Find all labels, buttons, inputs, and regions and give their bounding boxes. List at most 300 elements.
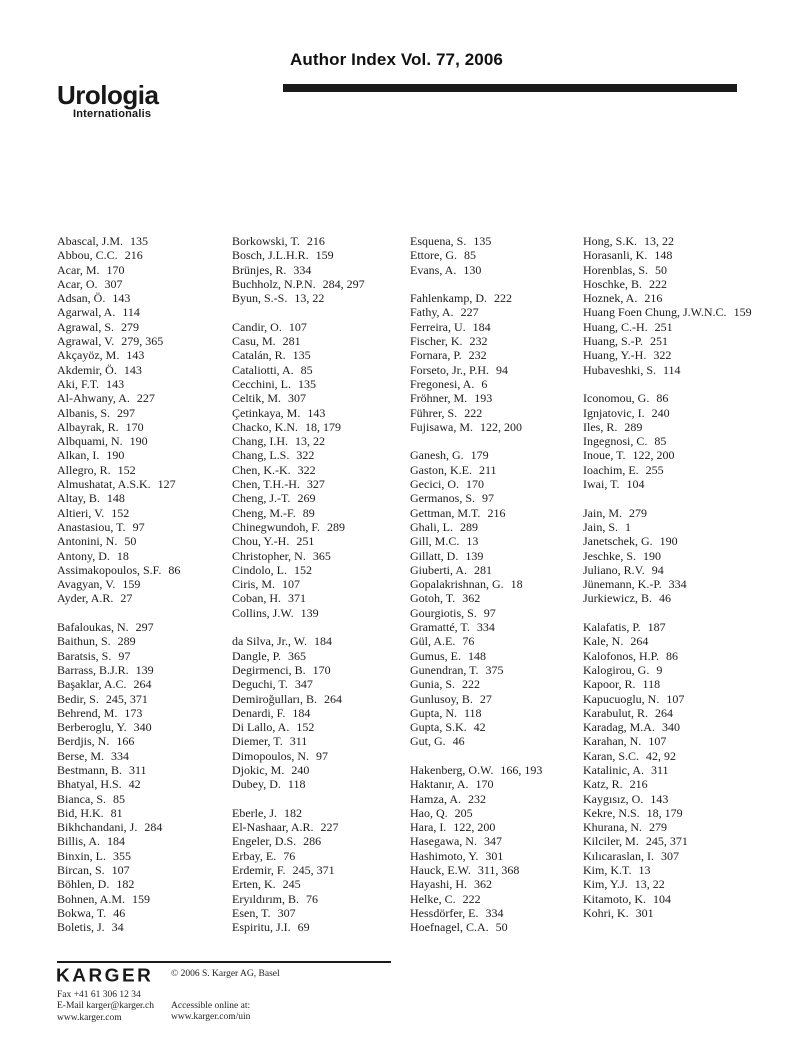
author-name: Çetinkaya, M. (232, 405, 301, 420)
index-entry (57, 834, 235, 848)
page-numbers: 46 (658, 591, 671, 606)
page-numbers: 182 (116, 877, 135, 892)
page-numbers: 190 (129, 434, 148, 449)
index-entry (57, 763, 235, 777)
page-numbers: 307 (288, 391, 307, 406)
author-name: Albayrak, R. (57, 419, 119, 434)
author-name: Erdemir, F. (232, 863, 286, 878)
author-name: Baithun, S. (57, 634, 111, 649)
author-name: Ganesh, G. (410, 448, 464, 463)
index-entry (410, 792, 588, 806)
author-name: Christopher, N. (232, 548, 306, 563)
index-entry (410, 463, 588, 477)
page-numbers: 86 (656, 391, 669, 406)
author-name: Fornara, P. (410, 348, 462, 363)
index-entry (232, 420, 410, 434)
author-name: Dangle, P. (232, 648, 281, 663)
author-name: Hoschke, B. (583, 276, 642, 291)
index-entry (410, 620, 588, 634)
index-entry (232, 877, 410, 891)
index-entry (57, 463, 235, 477)
page-numbers: 240 (651, 405, 670, 420)
page-numbers: 152 (294, 562, 313, 577)
index-entry (232, 677, 410, 691)
page-numbers: 143 (650, 791, 669, 806)
journal-logo (57, 82, 158, 120)
index-entry (410, 706, 588, 720)
index-entry (410, 563, 588, 577)
author-name: Hubaveshki, S. (583, 362, 656, 377)
author-name: Horenblas, S. (583, 262, 648, 277)
author-name: Candir, O. (232, 319, 282, 334)
index-entry (410, 649, 588, 663)
page-numbers: 245, 371 (105, 691, 148, 706)
author-name: Gumus, E. (410, 648, 461, 663)
index-entry (410, 248, 588, 262)
page-numbers: 143 (112, 291, 131, 306)
index-entry (57, 720, 235, 734)
index-entry (232, 634, 410, 648)
index-entry (583, 477, 761, 491)
index-entry (232, 320, 410, 334)
index-entry (232, 749, 410, 763)
author-name: Hayashi, H. (410, 877, 467, 892)
page-numbers: 301 (635, 905, 654, 920)
index-entry (57, 892, 235, 906)
page-numbers: 135 (297, 376, 316, 391)
author-name: Jurkiewicz, B. (583, 591, 652, 606)
letter-group (410, 763, 588, 935)
author-name: Bokwa, T. (57, 905, 107, 920)
index-entry (410, 906, 588, 920)
index-entry (232, 863, 410, 877)
letter-group (583, 620, 761, 920)
author-name: Baratsis, S. (57, 648, 112, 663)
index-entry (410, 892, 588, 906)
page-numbers: 179 (470, 448, 489, 463)
page-numbers: 170 (106, 262, 125, 277)
page-numbers: 227 (460, 305, 479, 320)
copyright-text: © 2006 S. Karger AG, Basel (171, 969, 280, 979)
index-entry (57, 877, 235, 891)
author-name: Bid, H.K. (57, 805, 104, 820)
author-name: Forseto, Jr., P.H. (410, 362, 490, 377)
author-name: Cheng, J.-T. (232, 491, 291, 506)
index-entry (57, 363, 235, 377)
page-numbers: 232 (467, 791, 486, 806)
author-name: Jeschke, S. (583, 548, 636, 563)
page-numbers: 211 (479, 462, 497, 477)
author-name: Akdemir, Ö. (57, 362, 117, 377)
author-name: Adsan, Ö. (57, 291, 106, 306)
page-numbers: 222 (462, 677, 480, 692)
page-numbers: 355 (113, 848, 132, 863)
index-entry (232, 448, 410, 462)
author-name: Führer, S. (410, 405, 458, 420)
author-name: Ciris, M. (232, 577, 276, 592)
page-numbers: 143 (126, 348, 145, 363)
page-numbers: 279 (121, 319, 139, 334)
index-entry (410, 534, 588, 548)
index-entry (583, 563, 761, 577)
letter-group (583, 506, 761, 606)
author-name: Altay, B. (57, 491, 100, 506)
index-entry (57, 677, 235, 691)
index-column-3 (410, 234, 588, 935)
index-entry (57, 377, 235, 391)
author-name: Hao, Q. (410, 805, 448, 820)
page-numbers: 122, 200 (632, 448, 675, 463)
index-entry (232, 491, 410, 505)
author-name: Ayder, A.R. (57, 591, 114, 606)
page-numbers: 122, 200 (453, 820, 496, 835)
index-entry (57, 792, 235, 806)
author-name: Gopalakrishnan, G. (410, 577, 504, 592)
author-name: Fahlenkamp, D. (410, 291, 487, 306)
page-title: Author Index Vol. 77, 2006 (290, 50, 503, 69)
index-entry (57, 263, 235, 277)
index-entry (583, 692, 761, 706)
index-entry (57, 420, 235, 434)
author-name: Huang, Y.-H. (583, 348, 647, 363)
page-numbers: 362 (474, 877, 492, 892)
author-name: Iles, R. (583, 419, 618, 434)
index-entry (410, 477, 588, 491)
page-numbers: 340 (661, 720, 680, 735)
index-entry (232, 734, 410, 748)
index-entry (232, 291, 410, 305)
page-numbers: 135 (130, 234, 148, 248)
page-numbers: 148 (654, 248, 673, 263)
page-numbers: 130 (463, 262, 482, 277)
footer-rule (57, 961, 391, 963)
page-numbers: 222 (462, 891, 481, 906)
author-name: Borkowski, T. (232, 234, 300, 248)
page-numbers: 13 (638, 863, 651, 878)
page-numbers: 297 (117, 405, 136, 420)
page-numbers: 166 (116, 734, 135, 749)
page-numbers: 264 (133, 677, 152, 692)
author-name: Horasanli, K. (583, 248, 648, 263)
author-name: Evans, A. (410, 262, 457, 277)
author-name: Altieri, V. (57, 505, 105, 520)
index-entry (583, 391, 761, 405)
author-name: Byun, S.-S. (232, 291, 288, 306)
author-name: Esen, T. (232, 905, 271, 920)
index-entry (232, 377, 410, 391)
index-entry (57, 906, 235, 920)
page-numbers: 159 (122, 577, 141, 592)
page-numbers: 286 (303, 834, 322, 849)
index-entry (57, 649, 235, 663)
index-entry (410, 877, 588, 891)
author-name: Hong, S.K. (583, 234, 638, 248)
author-name: Espiritu, J.I. (232, 920, 291, 935)
email-line: E-Mail karger@karger.ch (57, 1001, 155, 1012)
page-numbers: 170 (465, 477, 484, 492)
page-numbers: 118 (287, 777, 306, 792)
index-entry (583, 277, 761, 291)
page-numbers: 311 (650, 762, 669, 777)
index-entry (410, 634, 588, 648)
page-numbers: 227 (320, 820, 339, 835)
author-name: Böhlen, D. (57, 877, 110, 892)
index-entry (410, 506, 588, 520)
index-entry (57, 577, 235, 591)
page-numbers: 69 (297, 920, 310, 935)
page-numbers: 216 (629, 777, 648, 792)
author-name: Fregonesi, A. (410, 376, 475, 391)
author-name: Kim, K.T. (583, 863, 632, 878)
page-numbers: 107 (288, 319, 307, 334)
page-numbers: 227 (136, 391, 155, 406)
page-numbers: 375 (485, 662, 504, 677)
author-name: Kalogirou, G. (583, 662, 650, 677)
author-name: Boletis, J. (57, 920, 105, 935)
index-entry (232, 820, 410, 834)
index-entry (57, 920, 235, 934)
page-numbers: 18, 179 (305, 419, 341, 434)
author-name: Iconomou, G. (583, 391, 650, 406)
index-entry (583, 677, 761, 691)
index-entry (57, 863, 235, 877)
page-numbers: 334 (293, 262, 312, 277)
author-name: da Silva, Jr., W. (232, 634, 308, 649)
page-numbers: 347 (294, 677, 313, 692)
author-name: Casu, M. (232, 334, 276, 349)
page-numbers: 104 (653, 891, 671, 906)
index-entry (232, 777, 410, 791)
author-name: Assimakopoulos, S.F. (57, 562, 162, 577)
index-entry (232, 463, 410, 477)
page-numbers: 182 (283, 805, 302, 820)
index-entry (57, 549, 235, 563)
author-name: Antony, D. (57, 548, 110, 563)
page-numbers: 216 (487, 505, 506, 520)
page-numbers: 139 (465, 548, 484, 563)
index-entry (583, 334, 761, 348)
index-entry (232, 606, 410, 620)
index-entry (583, 849, 761, 863)
index-entry (410, 777, 588, 791)
author-name: Dubey, D. (232, 777, 281, 792)
index-entry (232, 520, 410, 534)
page-numbers: 190 (643, 548, 661, 563)
page-numbers: 127 (157, 477, 176, 492)
author-name: Huang, C.-H. (583, 319, 648, 334)
page-numbers: 166, 193 (500, 762, 543, 777)
page-numbers: 42 (128, 777, 141, 792)
author-name: Celtik, M. (232, 391, 282, 406)
index-entry (410, 263, 588, 277)
author-name: Helke, C. (410, 891, 456, 906)
index-entry (232, 334, 410, 348)
page-numbers: 94 (496, 362, 509, 377)
page-numbers: 264 (655, 705, 673, 720)
index-entry (232, 549, 410, 563)
author-name: Chang, L.S. (232, 448, 290, 463)
index-entry (410, 291, 588, 305)
page-numbers: 152 (111, 505, 130, 520)
page-numbers: 307 (277, 905, 296, 920)
author-name: Agarwal, A. (57, 305, 116, 320)
author-name: Hauck, E.W. (410, 863, 471, 878)
index-entry (583, 620, 761, 634)
author-name: Agrawal, S. (57, 319, 114, 334)
author-name: Kekre, N.S. (583, 805, 640, 820)
index-entry (410, 234, 588, 248)
author-name: Gecici, O. (410, 477, 459, 492)
page-numbers: 148 (106, 491, 125, 506)
author-name: Kapoor, R. (583, 677, 636, 692)
page-numbers: 9 (656, 662, 663, 677)
letter-group (583, 391, 761, 491)
index-entry (232, 248, 410, 262)
author-name: Al-Ahwany, A. (57, 391, 130, 406)
index-entry (232, 806, 410, 820)
page-numbers: 232 (469, 334, 488, 349)
letter-group (410, 448, 588, 748)
index-entry (232, 692, 410, 706)
author-name: Demiroğulları, B. (232, 691, 317, 706)
page-numbers: 85 (464, 248, 476, 263)
index-entry (583, 506, 761, 520)
index-entry (583, 634, 761, 648)
author-name: Gill, M.C. (410, 534, 460, 549)
page-numbers: 107 (282, 577, 301, 592)
page-numbers: 205 (454, 805, 473, 820)
author-name: Degirmenci, B. (232, 662, 306, 677)
author-name: Albquami, N. (57, 434, 123, 449)
index-entry (583, 792, 761, 806)
page-numbers: 284 (144, 820, 163, 835)
letter-group (583, 234, 761, 377)
author-name: Anastasiou, T. (57, 519, 126, 534)
index-entry (232, 649, 410, 663)
index-entry (57, 334, 235, 348)
page-numbers: 216 (306, 234, 325, 248)
index-entry (232, 892, 410, 906)
page-numbers: 362 (462, 591, 481, 606)
page-numbers: 97 (482, 491, 494, 506)
header-rule (283, 84, 737, 92)
index-entry (583, 577, 761, 591)
author-name: Cheng, M.-F. (232, 505, 296, 520)
page-numbers: 245, 371 (292, 863, 335, 878)
author-name: Hoefnagel, C.A. (410, 920, 489, 935)
index-entry (57, 277, 235, 291)
author-name: Kilciler, M. (583, 834, 639, 849)
page-numbers: 50 (124, 534, 137, 549)
page-numbers: 222 (494, 291, 512, 306)
index-entry (410, 834, 588, 848)
page-numbers: 139 (135, 662, 154, 677)
index-entry (232, 406, 410, 420)
page-numbers: 135 (473, 234, 492, 248)
page-numbers: 322 (296, 448, 315, 463)
index-entry (57, 563, 235, 577)
index-entry (232, 434, 410, 448)
author-name: Ettore, G. (410, 248, 457, 263)
index-entry (57, 806, 235, 820)
index-entry (583, 549, 761, 563)
page-numbers: 148 (468, 648, 486, 663)
index-entry (583, 720, 761, 734)
page-numbers: 245 (282, 877, 301, 892)
page-numbers: 322 (653, 348, 672, 363)
author-name: Chinegwundoh, F. (232, 519, 321, 534)
author-name: Erten, K. (232, 877, 276, 892)
page-numbers: 311 (129, 762, 147, 777)
author-name: Eberle, J. (232, 805, 277, 820)
index-column-1 (57, 234, 235, 935)
page-numbers: 284, 297 (322, 276, 365, 291)
page-numbers: 232 (468, 348, 487, 363)
letter-group (232, 320, 410, 620)
page-numbers: 1 (625, 519, 632, 534)
page-numbers: 170 (312, 662, 331, 677)
author-name: Acar, M. (57, 262, 100, 277)
index-entry (410, 549, 588, 563)
author-name: Gunia, S. (410, 677, 455, 692)
page-numbers: 122, 200 (480, 419, 522, 434)
author-name: Hessdörfer, E. (410, 905, 479, 920)
index-entry (57, 477, 235, 491)
author-name: Jain, S. (583, 519, 619, 534)
index-entry (583, 320, 761, 334)
author-name: Karadag, M.A. (583, 720, 655, 735)
index-entry (583, 520, 761, 534)
author-name: El-Nashaar, A.R. (232, 820, 314, 835)
author-name: Catalán, R. (232, 348, 286, 363)
author-name: Kohri, K. (583, 905, 629, 920)
author-name: Ioachim, E. (583, 462, 639, 477)
index-entry (232, 363, 410, 377)
index-entry (410, 420, 588, 434)
author-name: Bhatyal, H.S. (57, 777, 122, 792)
index-entry (583, 234, 761, 248)
author-name: Kaygısız, O. (583, 791, 644, 806)
page-numbers: 18, 179 (646, 805, 683, 820)
author-name: Aki, F.T. (57, 376, 100, 391)
author-name: Haktanır, A. (410, 777, 469, 792)
author-name: Karan, S.C. (583, 748, 639, 763)
page-numbers: 159 (132, 891, 151, 906)
index-entry (410, 577, 588, 591)
page-numbers: 76 (306, 891, 318, 906)
index-entry (57, 849, 235, 863)
index-entry (232, 834, 410, 848)
page-numbers: 216 (644, 291, 663, 306)
index-entry (410, 363, 588, 377)
page-numbers: 86 (168, 562, 181, 577)
index-entry (410, 692, 588, 706)
page-numbers: 118 (642, 677, 661, 692)
index-entry (583, 591, 761, 605)
page-numbers: 340 (133, 720, 152, 735)
author-name: Albanis, S. (57, 405, 111, 420)
letter-group (57, 234, 235, 606)
index-entry (410, 663, 588, 677)
index-entry (410, 734, 588, 748)
page-numbers: 264 (630, 634, 649, 649)
page-numbers: 97 (132, 519, 145, 534)
index-entry (583, 906, 761, 920)
page-numbers: 50 (495, 920, 508, 935)
author-name: Acar, O. (57, 276, 98, 291)
page-numbers: 85 (654, 434, 667, 449)
author-name: Ignjatovic, I. (583, 405, 645, 420)
